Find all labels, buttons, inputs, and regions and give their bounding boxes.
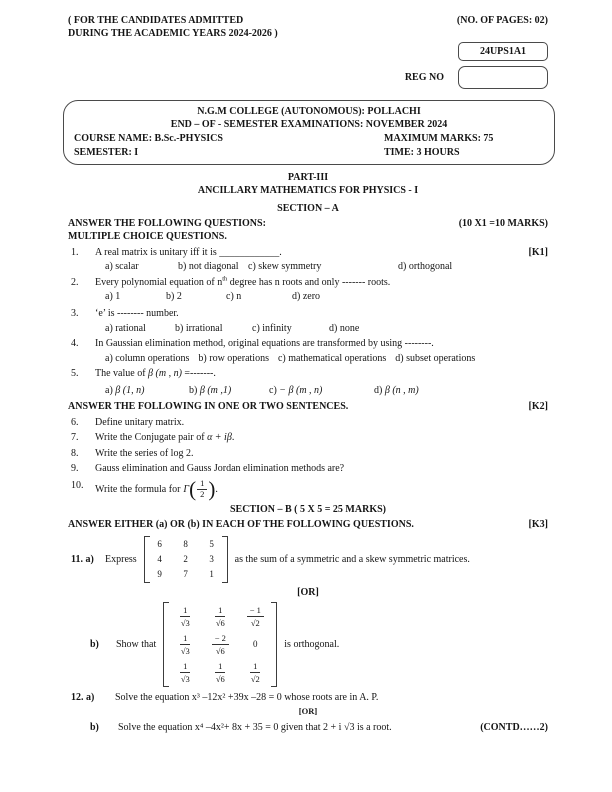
question-number: 4. bbox=[71, 338, 79, 349]
question-number: 5. bbox=[71, 368, 79, 379]
candidates-note-line2: DURING THE ACADEMIC YEARS 2024-2026 ) bbox=[68, 28, 278, 39]
question-text: Express 6 8 5 4 2 3 9 7 1 as the sum of a symmetric and a skew symmetric matrices. bbox=[105, 536, 470, 583]
question-number: 9. bbox=[71, 463, 79, 474]
matrix-3x3 bbox=[144, 536, 228, 583]
reg-no-box bbox=[458, 66, 548, 89]
question-6 bbox=[68, 416, 548, 429]
option: a) β (1, n) bbox=[105, 385, 145, 396]
matrix-cell: 2 bbox=[183, 554, 188, 564]
option: d) none bbox=[329, 322, 360, 334]
question-number: 7. bbox=[71, 432, 79, 443]
matrix-cell: 0 bbox=[253, 639, 258, 649]
course-name: COURSE NAME: B.Sc.-PHYSICS bbox=[74, 133, 223, 144]
part-title: PART-III bbox=[287, 172, 329, 183]
or-separator: [OR] bbox=[297, 587, 319, 598]
question-5-options bbox=[105, 384, 548, 397]
question-12b bbox=[68, 721, 548, 734]
matrix-cell: $\frac{1}{√3}$ bbox=[180, 661, 190, 684]
option: d) subset operations bbox=[395, 352, 476, 364]
option: a) 1 bbox=[105, 291, 121, 302]
maximum-marks: MAXIMUM MARKS: 75 bbox=[384, 133, 494, 144]
k-level-badge: [K2] bbox=[528, 401, 548, 412]
question-1-options bbox=[105, 260, 548, 273]
question-3-options bbox=[105, 322, 548, 335]
question-1 bbox=[68, 246, 548, 259]
option: b) β (m ,1) bbox=[189, 385, 232, 396]
option: d) β (n , m) bbox=[374, 385, 419, 396]
option: c) skew symmetry bbox=[248, 261, 322, 272]
question-3 bbox=[68, 307, 548, 320]
question-text: Show that $\frac{1}{√3}$ $\frac{1}{√6}$ $\frac{- 1}{√2}$ $\frac{1}{√3}$ $\frac{- 2}{√6}$ 0 $\frac{1}{√3}$ $\frac{1}{√6}$ $\frac{1}{√2}$ is orthogonal. bbox=[116, 602, 339, 687]
option: a) scalar bbox=[105, 261, 139, 272]
question-text: Write the series of log 2. bbox=[95, 447, 194, 459]
option: c) − β (m , n) bbox=[269, 385, 323, 396]
candidates-note-line1: ( FOR THE CANDIDATES ADMITTED bbox=[68, 15, 244, 26]
option: c) infinity bbox=[252, 322, 292, 334]
candidates-note bbox=[68, 14, 278, 40]
exam-time: TIME: 3 HOURS bbox=[384, 147, 460, 158]
section-a-instruction-row bbox=[68, 217, 548, 230]
section-b-instruction: ANSWER EITHER (a) OR (b) IN EACH OF THE FOLLOWING QUESTIONS. bbox=[68, 519, 414, 530]
question-text: Solve the equation x³ –12x² +39x –28 = 0 whose roots are in A. P. bbox=[115, 692, 379, 703]
question-number: 10. bbox=[71, 480, 84, 491]
exam-title: END – OF - SEMESTER EXAMINATIONS: NOVEMBER 2024 bbox=[170, 119, 448, 130]
question-text: In Gaussian elimination method, original equations are transformed by using --------. bbox=[95, 338, 434, 349]
sqrt-matrix-3x3 bbox=[163, 602, 277, 687]
k-level-badge: [K3] bbox=[528, 519, 548, 530]
question-2-options bbox=[105, 290, 548, 303]
option: c) n bbox=[226, 291, 242, 302]
college-name: N.G.M COLLEGE (AUTONOMOUS): POLLACHI bbox=[197, 106, 421, 117]
matrix-cell: $\frac{1}{√6}$ bbox=[215, 661, 225, 684]
option: d) orthogonal bbox=[398, 261, 453, 272]
matrix-cell: 9 bbox=[157, 569, 162, 579]
mcq-heading: MULTIPLE CHOICE QUESTIONS. bbox=[68, 231, 227, 242]
semester: SEMESTER: I bbox=[74, 147, 139, 158]
option: d) zero bbox=[292, 291, 321, 302]
question-number: 12. a) bbox=[71, 692, 95, 703]
beta-expression: β (m , n) bbox=[148, 368, 182, 379]
matrix-cell: 1 bbox=[209, 569, 214, 579]
question-text: Gauss elimination and Gauss Jordan elimination methods are? bbox=[95, 463, 345, 474]
question-12a bbox=[68, 691, 548, 704]
gamma-symbol: Γ bbox=[183, 483, 190, 495]
question-text: A real matrix is unitary iff it is ____________. bbox=[95, 246, 282, 258]
question-text: Write the formula for Γ ( 1 2 ) . bbox=[95, 477, 218, 501]
question-number: 3. bbox=[71, 308, 79, 319]
question-text: Every polynomial equation of $n^{th}$ degree has n roots and only ------- roots. bbox=[95, 275, 391, 288]
matrix-cell: $\frac{1}{√3}$ bbox=[180, 605, 190, 628]
option: a) rational bbox=[105, 322, 146, 334]
matrix-cell: 3 bbox=[209, 554, 214, 564]
option: b) 2 bbox=[166, 291, 182, 302]
fraction-one-half: 1 2 bbox=[197, 479, 207, 499]
option: a) column operations bbox=[105, 352, 190, 364]
contd-note: (CONTD……2) bbox=[480, 721, 548, 733]
question-text: The value of β (m , n) =-------. bbox=[95, 368, 216, 379]
matrix-cell: 8 bbox=[183, 539, 188, 549]
question-9 bbox=[68, 462, 548, 475]
short-answer-heading-row bbox=[68, 400, 548, 413]
k-level-badge: [K1] bbox=[528, 246, 548, 258]
section-a-marks: (10 X1 =10 MARKS) bbox=[458, 218, 548, 229]
question-text: Solve the equation x⁴ –4x²+ 8x + 35 = 0 given that 2 + i √3 is a root. bbox=[118, 721, 392, 733]
question-number: 1. bbox=[71, 246, 79, 258]
pages-count-note: (NO. OF PAGES: 02) bbox=[456, 15, 548, 26]
course-code-box: 24UPS1A1 bbox=[458, 42, 548, 61]
reg-no-label: REG NO bbox=[404, 72, 444, 83]
question-11a bbox=[68, 536, 548, 583]
question-text: ‘e’ is -------- number. bbox=[95, 308, 179, 319]
matrix-cell: $\frac{1}{√6}$ bbox=[215, 605, 225, 628]
matrix-cell: 5 bbox=[209, 539, 214, 549]
question-number: b) bbox=[90, 721, 99, 733]
question-text: Define unitary matrix. bbox=[95, 416, 185, 428]
matrix-cell: 6 bbox=[157, 539, 162, 549]
section-a-instruction: ANSWER THE FOLLOWING QUESTIONS: bbox=[68, 218, 266, 229]
matrix-cell: $\frac{1}{√3}$ bbox=[180, 633, 190, 656]
question-number: 8. bbox=[71, 447, 79, 459]
question-number: 6. bbox=[71, 416, 79, 428]
option: b) row operations bbox=[198, 352, 269, 364]
section-b-title: SECTION – B ( 5 X 5 = 25 MARKS) bbox=[230, 504, 386, 515]
question-10 bbox=[68, 479, 548, 499]
section-a-title: SECTION – A bbox=[277, 203, 339, 214]
question-number: b) bbox=[90, 639, 99, 650]
top-header bbox=[68, 14, 548, 40]
or-separator: [OR] bbox=[298, 706, 318, 716]
question-8 bbox=[68, 447, 548, 460]
complex-pair-expression: α + iβ bbox=[207, 432, 232, 443]
option: b) not diagonal bbox=[178, 261, 239, 272]
option: b) irrational bbox=[175, 322, 223, 334]
matrix-cell: 7 bbox=[183, 569, 188, 579]
question-text: Write the Conjugate pair of α + iβ. bbox=[95, 432, 235, 443]
short-answer-heading: ANSWER THE FOLLOWING IN ONE OR TWO SENTENCES. bbox=[68, 401, 349, 412]
section-b-instruction-row bbox=[68, 518, 548, 531]
question-number: 2. bbox=[71, 276, 79, 288]
question-7 bbox=[68, 431, 548, 444]
question-2 bbox=[68, 276, 548, 289]
college-header-box bbox=[63, 100, 555, 165]
question-4 bbox=[68, 337, 548, 350]
matrix-cell: $\frac{- 1}{√2}$ bbox=[247, 605, 264, 628]
question-number: 11. a) bbox=[71, 554, 94, 565]
matrix-cell: 4 bbox=[157, 554, 162, 564]
matrix-cell: $\frac{1}{√2}$ bbox=[250, 661, 260, 684]
reg-no-row bbox=[68, 66, 548, 89]
question-11b bbox=[68, 602, 548, 687]
course-code-row bbox=[68, 42, 548, 61]
question-5 bbox=[68, 367, 548, 380]
superscript: th bbox=[222, 275, 228, 283]
option: c) mathematical operations bbox=[277, 352, 387, 364]
subject-title: ANCILLARY MATHEMATICS FOR PHYSICS - I bbox=[197, 185, 419, 196]
question-4-options bbox=[105, 352, 548, 365]
matrix-cell: $\frac{- 2}{√6}$ bbox=[212, 633, 229, 656]
